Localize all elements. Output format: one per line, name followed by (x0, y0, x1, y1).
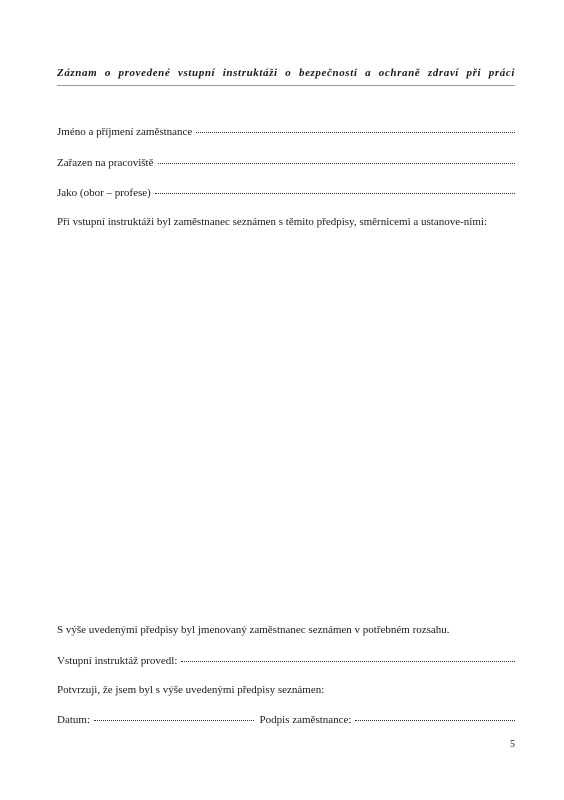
date-label: Datum: (57, 714, 90, 726)
position-field (57, 186, 515, 200)
confirmation-text: Potvrzuji, že jsem byl s výše uvedenými předpisy seznámen: (57, 684, 325, 696)
workplace-field (57, 156, 515, 170)
conducted-by-field (57, 654, 515, 668)
conducted-by-blank-line (181, 661, 515, 662)
acknowledgement-text: S výše uvedenými předpisy byl jmenovaný zaměstnanec seznámen v potřebném rozsahu. (57, 624, 450, 636)
employee-name-field (57, 125, 515, 139)
workplace-label: Zařazen na pracoviště (57, 157, 154, 169)
page-title: Záznam o provedené vstupní instruktáži o bezpečnosti a ochraně zdraví při práci (57, 67, 515, 79)
conducted-by-label: Vstupní instruktáž provedl: (57, 655, 178, 667)
date-blank-line (94, 720, 254, 721)
position-label: Jako (obor – profese) (57, 187, 151, 199)
regulations-intro-text: Při vstupní instruktáži byl zaměstnanec seznámen s těmito předpisy, směrnicemi a ustanove-ními: (57, 216, 488, 228)
signature-blank-line (355, 720, 515, 721)
position-blank-line (155, 193, 515, 194)
employee-name-label: Jméno a příjmení zaměstnance (57, 126, 193, 138)
date-signature-row (57, 713, 515, 727)
page-number: 5 (510, 739, 515, 750)
title-underline (57, 85, 515, 86)
signature-label: Podpis zaměstnance: (259, 714, 352, 726)
workplace-blank-line (158, 163, 516, 164)
employee-name-blank-line (196, 132, 515, 133)
